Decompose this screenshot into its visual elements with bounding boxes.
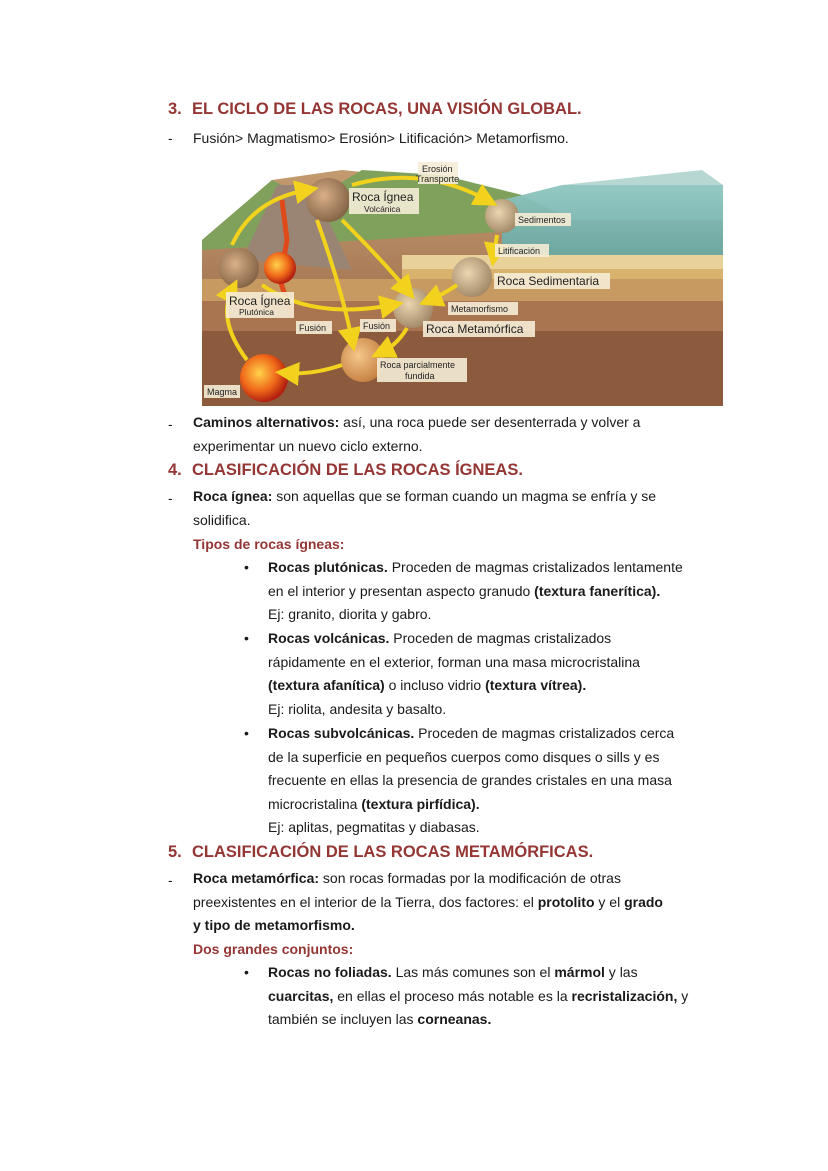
text: Ej: granito, diorita y gabro.	[268, 606, 432, 623]
label-metamorfismo: Metamorfismo	[451, 304, 509, 314]
label-magma: Magma	[207, 387, 238, 397]
text: Ej: aplitas, pegmatitas y diabasas.	[268, 819, 480, 836]
section-number: 3.	[168, 100, 182, 118]
bold-term: Caminos alternativos:	[193, 414, 340, 430]
bold-term: grado	[624, 893, 663, 910]
subheading-igneous-types: Tipos de rocas ígneas:	[193, 536, 345, 552]
bold-term: cuarcitas,	[268, 987, 334, 1004]
text: Proceden de magmas cristalizados	[389, 630, 612, 646]
bold-term: Rocas plutónicas.	[268, 559, 388, 575]
text: de la superficie en pequeños cuerpos como disques o sills y es	[268, 748, 660, 765]
rock-cycle-diagram	[202, 160, 723, 406]
text: rápidamente en el exterior, forman una masa microcristalina	[268, 653, 640, 670]
list-item-subvolcanic	[268, 722, 713, 840]
igneous-definition	[193, 485, 733, 532]
list-item-plutonic	[268, 556, 713, 627]
text: y las	[604, 964, 638, 980]
list-item-volcanic	[268, 627, 713, 721]
cycle-sequence: Fusión> Magmatismo> Erosión> Litificación> Metamorfismo.	[193, 130, 569, 146]
text: son aquellas que se forman cuando un magma se enfría y se	[272, 488, 657, 504]
bold-term: protolito	[537, 893, 595, 910]
bold-term: mármol	[554, 964, 605, 980]
bold-term: Rocas no foliadas.	[268, 964, 392, 980]
text: y el	[594, 893, 625, 910]
text: así, una roca puede ser desenterrada y volver a	[339, 414, 641, 430]
section-5-heading	[168, 843, 593, 862]
text: son rocas formadas por la modificación de otras	[319, 870, 621, 886]
label-plutonica: Plutónica	[239, 307, 274, 317]
list-item-non-foliated	[268, 961, 713, 1032]
metamorphic-definition	[193, 867, 733, 938]
text: o incluso vidrio	[384, 677, 486, 694]
alternative-paths	[193, 411, 733, 458]
bold-term: Rocas volcánicas.	[268, 630, 390, 646]
list-dash: -	[168, 416, 173, 432]
label-roca-sedimentaria: Roca Sedimentaria	[497, 274, 600, 288]
text: también se incluyen las	[268, 1011, 418, 1028]
label-roca-metamorfica: Roca Metamórfica	[426, 322, 524, 336]
list-dash: -	[168, 872, 173, 888]
bold-term: corneanas.	[417, 1011, 492, 1028]
label-transporte: Transporte	[416, 174, 460, 184]
section-number: 5.	[168, 843, 182, 861]
bold-term: (textura vítrea).	[485, 677, 587, 694]
text: solidifica.	[193, 511, 251, 528]
section-title: EL CICLO DE LAS ROCAS, UNA VISIÓN GLOBAL.	[192, 100, 582, 118]
list-dash: -	[168, 130, 173, 146]
bold-term: recristalización,	[571, 987, 678, 1004]
text: Proceden de magmas cristalizados cerca	[414, 725, 675, 741]
bold-term: Rocas subvolcánicas.	[268, 725, 415, 741]
text: preexistentes en el interior de la Tierra, dos factores: el	[193, 893, 538, 910]
section-4-heading	[168, 461, 523, 480]
bullet: •	[244, 725, 249, 741]
list-dash: -	[168, 490, 173, 506]
section-3-heading	[168, 100, 582, 119]
text: en el interior y presentan aspecto granudo	[268, 582, 535, 599]
label-roca-ignea-plutonica: Roca Ígnea	[229, 294, 291, 308]
section-title: CLASIFICACIÓN DE LAS ROCAS ÍGNEAS.	[192, 461, 523, 479]
label-litificacion: Litificación	[498, 246, 541, 256]
text: Ej: riolita, andesita y basalto.	[268, 700, 447, 717]
bullet: •	[244, 559, 249, 575]
text: experimentar un nuevo ciclo externo.	[193, 437, 423, 454]
text: Proceden de magmas cristalizados lentamente	[387, 559, 683, 575]
bold-term: Roca metamórfica:	[193, 870, 320, 886]
label-fusion: Fusión	[299, 323, 327, 333]
label-sedimentos: Sedimentos	[518, 215, 566, 225]
text: y	[677, 987, 689, 1004]
bullet: •	[244, 964, 249, 980]
text: frecuente en ellas la presencia de grandes cristales en una masa	[268, 772, 672, 789]
text: Las más comunes son el	[391, 964, 555, 980]
bold-term: (textura pirfídica).	[361, 795, 480, 812]
label-roca-parcialmente: Roca parcialmente	[380, 360, 456, 370]
label-volcanica: Volcánica	[364, 204, 401, 214]
label-erosion: Erosión	[422, 164, 453, 174]
bold-term: Roca ígnea:	[193, 488, 273, 504]
label-fundida: fundida	[405, 371, 435, 381]
bold-term: (textura afanítica)	[268, 677, 385, 694]
text: microcristalina	[268, 795, 362, 812]
subheading-two-groups: Dos grandes conjuntos:	[193, 941, 354, 957]
label-fusion-2: Fusión	[363, 321, 391, 331]
section-number: 4.	[168, 461, 182, 479]
bold-term: y tipo de metamorfismo.	[193, 917, 355, 934]
bold-term: (textura fanerítica).	[534, 582, 661, 599]
text: en ellas el proceso más notable es la	[333, 987, 572, 1004]
section-title: CLASIFICACIÓN DE LAS ROCAS METAMÓRFICAS.	[192, 843, 594, 861]
bullet: •	[244, 630, 249, 646]
label-roca-ignea-volcanica: Roca Ígnea	[352, 190, 414, 204]
